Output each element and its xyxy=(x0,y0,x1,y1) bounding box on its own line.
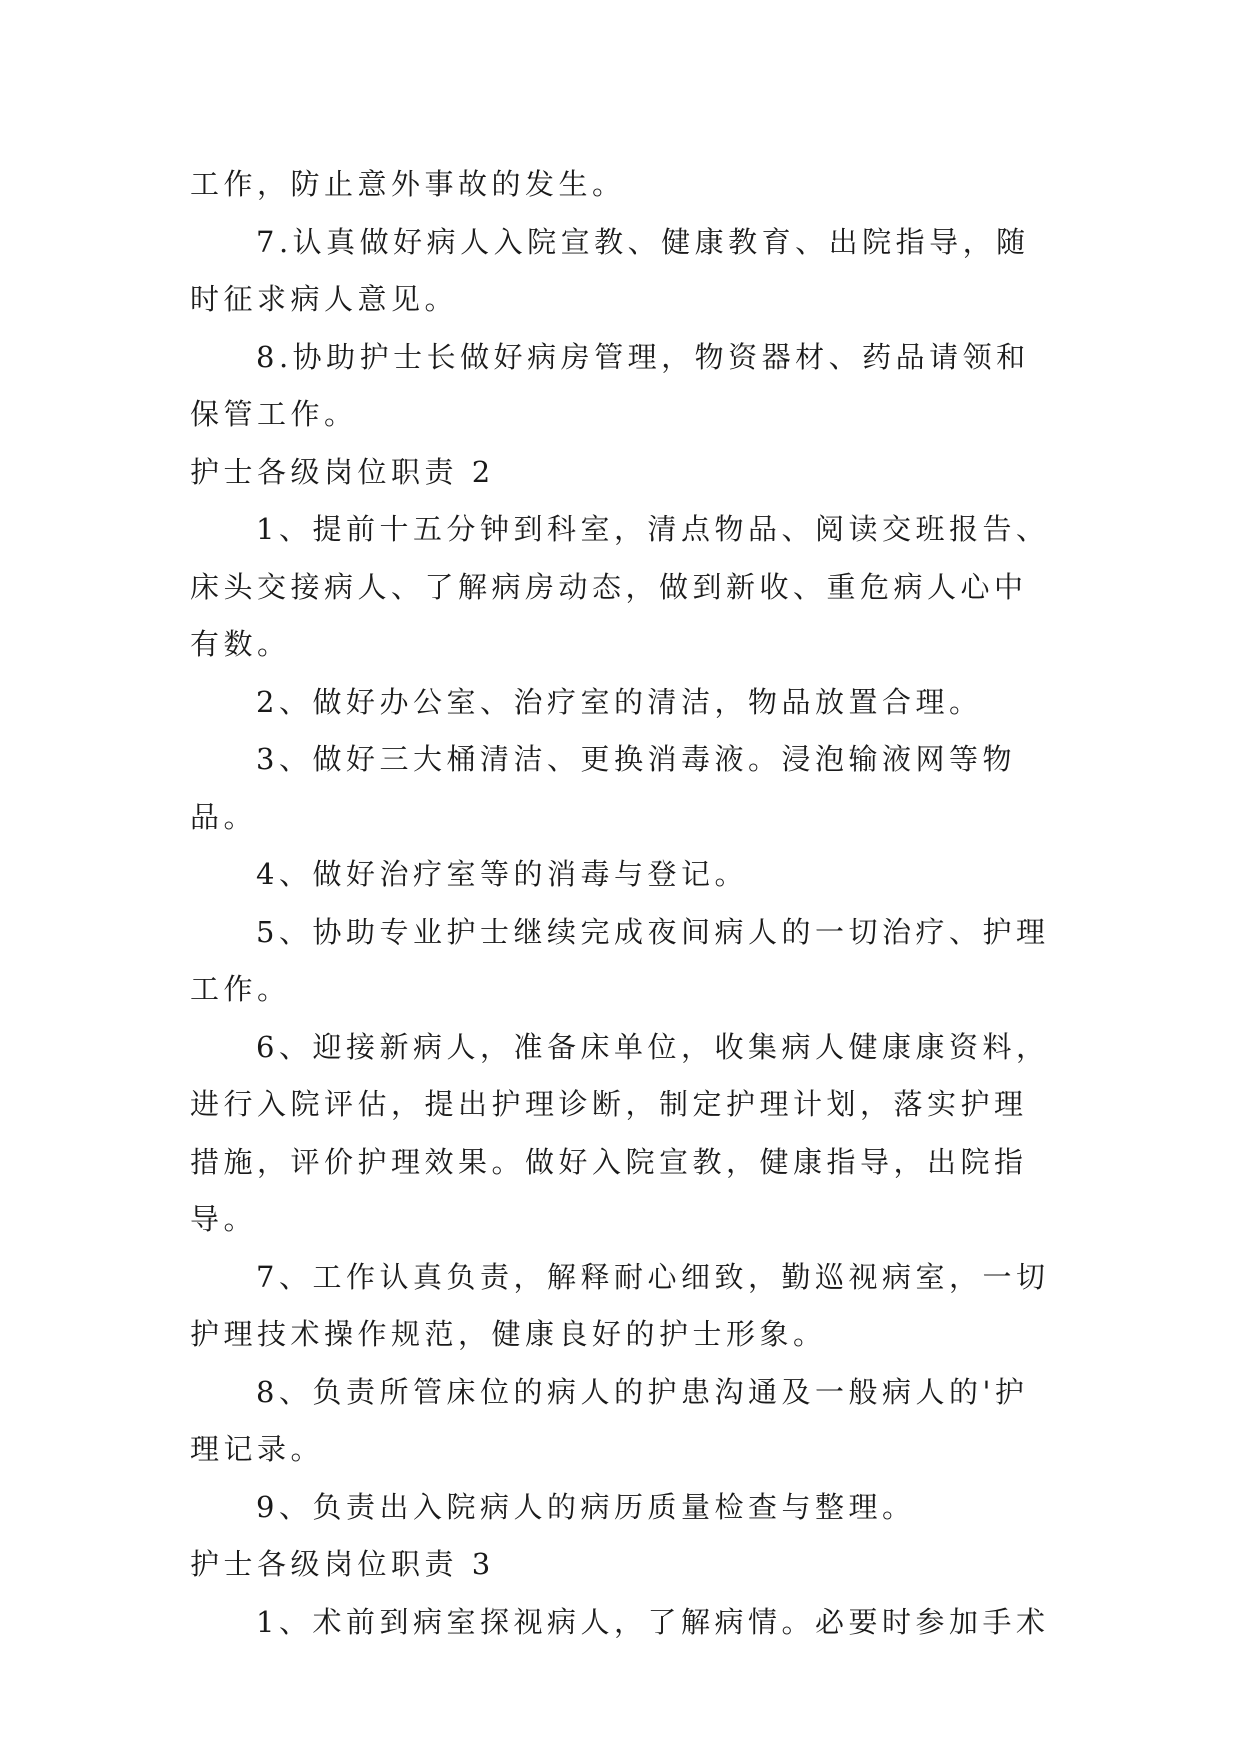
section-heading-3: 护士各级岗位职责 3 xyxy=(190,1547,495,1581)
paragraph-continuation: 工作，防止意外事故的发生。 xyxy=(190,167,626,201)
paragraph-s2-item-1: 1、提前十五分钟到科室，清点物品、阅读交班报告、床头交接病人、了解病房动态，做到新收、重危病人心中有数。 xyxy=(190,512,1050,661)
paragraph-s2-item-7: 7、工作认真负责，解释耐心细致，勤巡视病室，一切护理技术操作规范，健康良好的护士形象。 xyxy=(190,1259,1050,1351)
paragraph-s2-item-6: 6、迎接新病人，准备床单位，收集病人健康康资料，进行入院评估，提出护理诊断，制定护理计划，落实护理措施，评价护理效果。做好入院宣教，健康指导，出院指导。 xyxy=(190,1029,1050,1236)
section-heading-2: 护士各级岗位职责 2 xyxy=(190,454,495,489)
paragraph-s2-item-8: 8、负责所管床位的病人的护患沟通及一般病人的'护理记录。 xyxy=(190,1374,1029,1466)
paragraph-item-7: 7.认真做好病人入院宣教、健康教育、出院指导，随时征求病人意见。 xyxy=(190,224,1030,316)
paragraph-s2-item-3: 3、做好三大桶清洁、更换消毒液。浸泡输液网等物品。 xyxy=(190,742,1016,834)
paragraph-item-8: 8.协助护士长做好病房管理，物资器材、药品请领和保管工作。 xyxy=(190,339,1030,431)
paragraph-s2-item-2: 2、做好办公室、治疗室的清洁，物品放置合理。 xyxy=(256,684,983,719)
paragraph-s2-item-5: 5、协助专业护士继续完成夜间病人的一切治疗、护理工作。 xyxy=(190,914,1050,1006)
paragraph-s3-item-1: 1、术前到病室探视病人，了解病情。必要时参加手术 xyxy=(256,1604,1050,1639)
paragraph-s2-item-9: 9、负责出入院病人的病历质量检查与整理。 xyxy=(256,1489,916,1524)
document-body xyxy=(190,156,1050,1651)
paragraph-s2-item-4: 4、做好治疗室等的消毒与登记。 xyxy=(256,857,748,891)
